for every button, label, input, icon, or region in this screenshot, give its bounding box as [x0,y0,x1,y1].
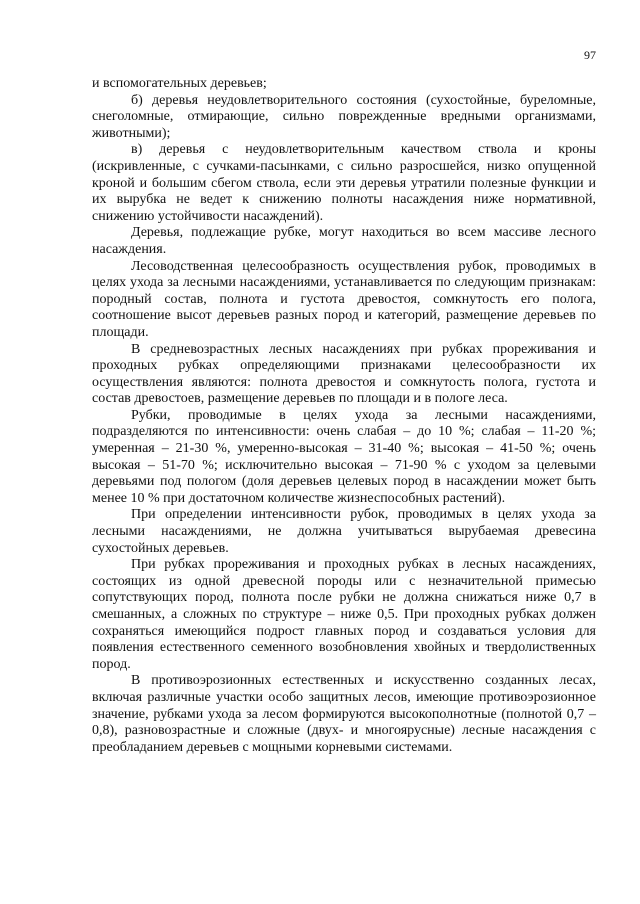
paragraph: В средневозрастных лесных насаждениях при рубках прореживания и проходных рубках определяющими признаками целесообразности их осуществления являются: полнота древостоя и сомкнутость полога, густота и состав древостоев, размещение деревьев по площади и в пологе леса. [92,341,596,407]
paragraph: Лесоводственная целесообразность осуществления рубок, проводимых в целях ухода за лесными насаждениями, устанавливается по следующим признакам: породный состав, полнота и густота древостоя, сомкнутость его полога, соотношение высот деревьев разных пород и категорий, размещение деревьев по площади. [92,258,596,340]
page-number: 97 [584,48,596,62]
paragraph: Рубки, проводимые в целях ухода за лесными насаждениями, подразделяются по интенсивности: очень слабая – до 10 %; слабая – 11-20 %; умеренная – 21-30 %, умеренно-высокая – 31-40 %; высокая – 41-50 %; очень высокая – 51-70 %; исключительно высокая – 71-90 % с уходом за целевыми деревьями под пологом (доля деревьев целевых пород в насаждении может быть менее 10 % при достаточном количестве жизнеспособных растений). [92,407,596,506]
paragraph: Деревья, подлежащие рубке, могут находиться во всем массиве лесного насаждения. [92,225,596,257]
paragraph: и вспомогательных деревьев; [92,76,267,91]
document-body [92,76,596,756]
paragraph: В противоэрозионных естественных и искусственно созданных лесах, включая различные участки особо защитных лесов, имеющие противоэрозионное значение, рубками ухода за лесом формируются высокополнотные (полнотой 0,7 – 0,8), разновозрастные и сложные (двух- и многоярусные) лесные насаждения с преобладанием деревьев с мощными корневыми системами. [92,673,596,755]
paragraph: в) деревья с неудовлетворительным качеством ствола и кроны (искривленные, с сучками-пасынками, с сильно разросшейся, низко опущенной кроной и большим сбегом ствола, если эти деревья утратили полезные функции и их вырубка не ведет к снижению полноты насаждения ниже нормативной, снижению устойчивости насаждений). [92,142,596,224]
paragraph: б) деревья неудовлетворительного состояния (сухостойные, буреломные, снеголомные, отмирающие, сильно поврежденные вредными организмами, животными); [92,92,596,141]
paragraph: При рубках прореживания и проходных рубках в лесных насаждениях, состоящих из одной древесной породы или с незначительной примесью сопутствующих пород, полнота после рубки не должна снижаться ниже 0,7 в смешанных, а сложных по структуре – ниже 0,5. При проходных рубках должен сохраняться имеющийся подрост главных пород и создаваться условия для появления естественного семенного возобновления хвойных и твердолиственных пород. [92,557,596,672]
paragraph: При определении интенсивности рубок, проводимых в целях ухода за лесными насаждениями, не должна учитываться вырубаемая древесина сухостойных деревьев. [92,507,596,556]
